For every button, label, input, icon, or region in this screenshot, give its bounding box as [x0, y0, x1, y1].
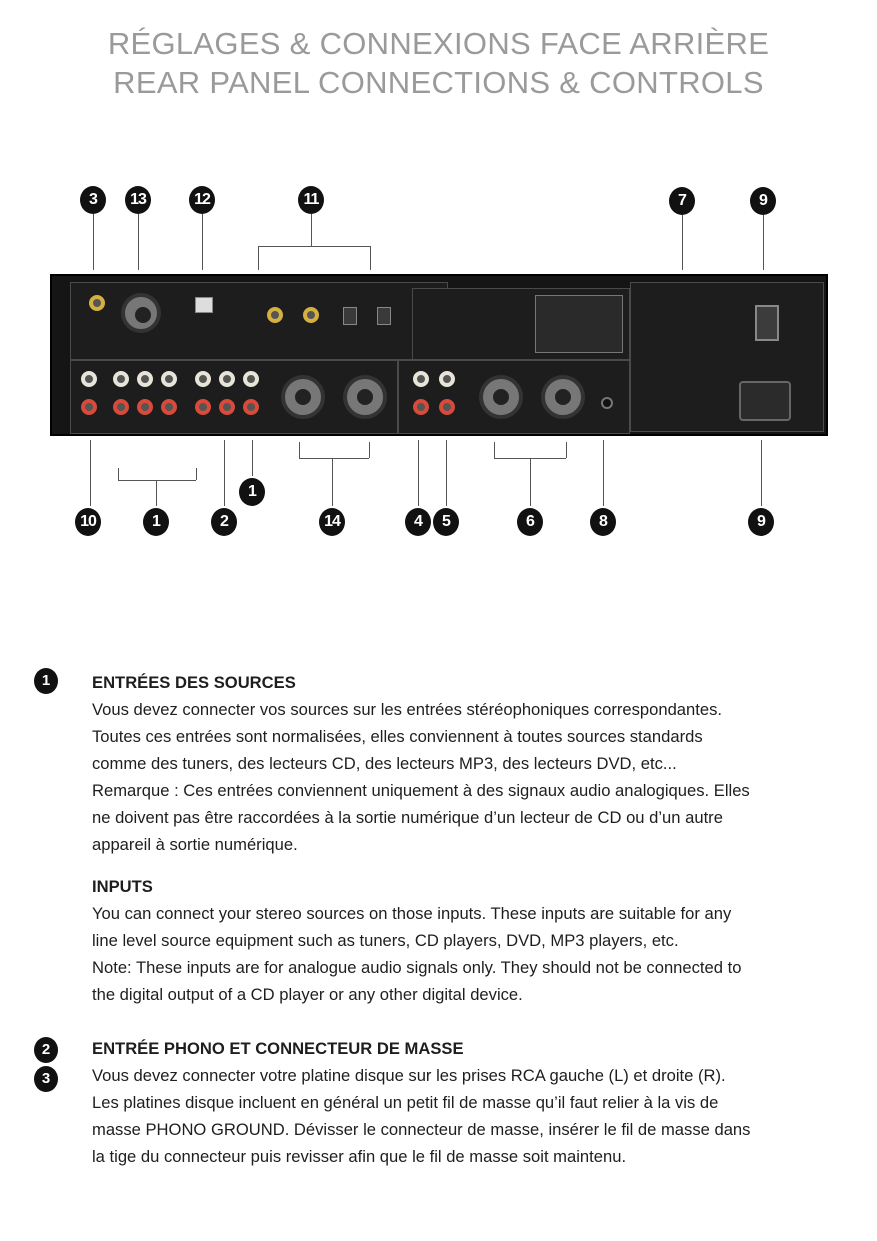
bracket-line	[494, 442, 495, 458]
rca-jack	[195, 399, 211, 415]
rca-jack	[195, 371, 211, 387]
callout-badge: 10	[75, 508, 101, 536]
body-line: Remarque : Ces entrées conviennent uniquement à des signaux audio analogiques. Elles	[92, 781, 750, 800]
bracket-line	[566, 442, 567, 458]
bracket-line	[299, 458, 369, 459]
section-inputs	[92, 873, 852, 1008]
optical-input	[343, 307, 357, 325]
bracket-line	[370, 246, 371, 270]
leader-line	[682, 215, 683, 270]
leader-line	[530, 458, 531, 506]
leader-line	[138, 214, 139, 270]
xlr-input	[343, 375, 387, 419]
xlr-output	[479, 375, 523, 419]
bracket-line	[118, 480, 196, 481]
callout-badge: 6	[517, 508, 543, 536]
callout-badge: 12	[189, 186, 215, 214]
body-line: Les platines disque incluent en général un petit fil de masse qu’il faut relier à la vis de	[92, 1093, 719, 1112]
rca-jack	[439, 371, 455, 387]
rca-jack	[113, 371, 129, 387]
body-line: Toutes ces entrées sont normalisées, elles conviennent à toutes sources standards	[92, 727, 703, 746]
bracket-line	[299, 442, 300, 458]
rca-jack	[219, 371, 235, 387]
section-marker: 1	[34, 668, 58, 694]
leader-line	[446, 440, 447, 506]
body-line: line level source equipment such as tuners, CD players, DVD, MP3 players, etc.	[92, 931, 679, 950]
bracket-line	[196, 468, 197, 480]
leader-line	[93, 214, 94, 270]
section-marker: 2	[34, 1037, 58, 1063]
section-heading: ENTRÉES DES SOURCES	[92, 673, 296, 692]
rca-jack	[439, 399, 455, 415]
rca-jack	[219, 399, 235, 415]
rca-jack	[81, 399, 97, 415]
optical-input	[377, 307, 391, 325]
bracket-line	[258, 246, 259, 270]
leader-line	[332, 458, 333, 506]
section-sources	[92, 669, 852, 858]
callout-badge: 11	[298, 186, 324, 214]
body-line: comme des tuners, des lecteurs CD, des lecteurs MP3, des lecteurs DVD, etc...	[92, 754, 677, 773]
usb-port	[195, 297, 213, 313]
bracket-line	[258, 246, 370, 247]
analog-input-section	[70, 360, 398, 434]
page-title-fr: RÉGLAGES & CONNEXIONS FACE ARRIÈRE	[107, 26, 770, 61]
body-line: the digital output of a CD player or any other digital device.	[92, 985, 523, 1004]
callout-badge: 9	[748, 508, 774, 536]
body-line: masse PHONO GROUND. Dévisser le connecteur de masse, insérer le fil de masse dans	[92, 1120, 751, 1139]
ac-inlet	[739, 381, 791, 421]
callout-badge: 9	[750, 187, 776, 215]
power-section	[630, 282, 824, 432]
rear-panel-image	[50, 274, 828, 436]
power-switch	[755, 305, 779, 341]
xlr-input	[281, 375, 325, 419]
xlr-connector	[121, 293, 161, 333]
section-heading: ENTRÉE PHONO ET CONNECTEUR DE MASSE	[92, 1039, 464, 1058]
body-line: Vous devez connecter vos sources sur les entrées stéréophoniques correspondantes.	[92, 700, 723, 719]
rca-jack	[243, 399, 259, 415]
rca-jack	[413, 399, 429, 415]
leader-line	[761, 440, 762, 506]
body-line: ne doivent pas être raccordées à la sortie numérique d’un lecteur de CD ou d’un autre	[92, 808, 723, 827]
leader-line	[418, 440, 419, 506]
leader-line	[763, 215, 764, 270]
coax-input	[267, 307, 283, 323]
leader-line	[252, 440, 253, 476]
callout-badge: 1	[143, 508, 169, 536]
callout-badge: 2	[211, 508, 237, 536]
xlr-output	[541, 375, 585, 419]
body-line: la tige du connecteur puis revisser afin que le fil de masse soit maintenu.	[92, 1147, 627, 1166]
warning-label-section	[412, 288, 630, 360]
leader-line	[224, 440, 225, 506]
callout-badge: 3	[80, 186, 106, 214]
page-title-en: REAR PANEL CONNECTIONS & CONTROLS	[113, 65, 764, 100]
leader-line	[202, 214, 203, 270]
callout-badge: 4	[405, 508, 431, 536]
body-line: appareil à sortie numérique.	[92, 835, 298, 854]
section-heading: INPUTS	[92, 877, 153, 896]
trigger-jack	[601, 397, 613, 409]
callout-badge: 14	[319, 508, 345, 536]
leader-line	[156, 480, 157, 506]
leader-line	[603, 440, 604, 506]
output-section	[398, 360, 630, 434]
section-marker: 3	[34, 1066, 58, 1092]
callout-badge: 8	[590, 508, 616, 536]
body-line: You can connect your stereo sources on those inputs. These inputs are suitable for any	[92, 904, 732, 923]
callout-badge: 5	[433, 508, 459, 536]
callout-badge: 1	[239, 478, 265, 506]
rca-jack	[137, 371, 153, 387]
rca-jack	[81, 371, 97, 387]
callout-badge: 13	[125, 186, 151, 214]
leader-line	[90, 440, 91, 506]
rca-jack	[243, 371, 259, 387]
warning-label	[535, 295, 623, 353]
rca-jack	[413, 371, 429, 387]
rca-jack	[161, 371, 177, 387]
section-phono	[92, 1035, 852, 1170]
ground-terminal	[89, 295, 105, 311]
body-line: Note: These inputs are for analogue audio signals only. They should not be connected to	[92, 958, 742, 977]
bracket-line	[118, 468, 119, 480]
leader-line	[311, 214, 312, 246]
rca-jack	[113, 399, 129, 415]
bracket-line	[369, 442, 370, 458]
callout-badge: 7	[669, 187, 695, 215]
digital-input-section	[70, 282, 448, 360]
body-line: Vous devez connecter votre platine disque sur les prises RCA gauche (L) et droite (R).	[92, 1066, 726, 1085]
rca-jack	[161, 399, 177, 415]
rca-jack	[137, 399, 153, 415]
coax-input	[303, 307, 319, 323]
